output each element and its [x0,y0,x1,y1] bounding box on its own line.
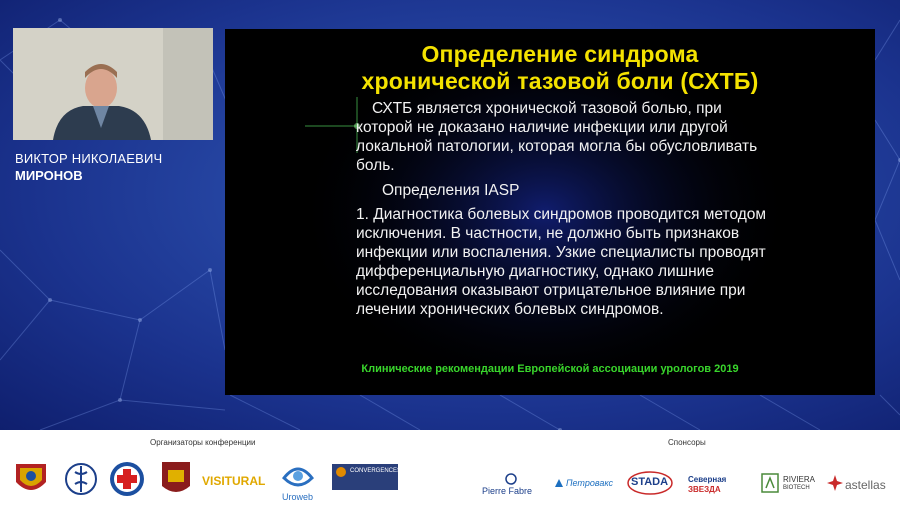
visitural-logo: VISITURAL [202,474,266,488]
convergences-logo [332,464,411,490]
speaker-first-name: ВИКТОР НИКОЛАЕВИЧ [15,151,163,166]
severnaya-logo-line2: ЗВЕЗДА [688,485,721,494]
slide-paragraph-1: СХТБ является хронической тазовой болью, при которой не доказано наличие инфекции или другой локальной патологии, которая могла бы обусловливать боль. [356,100,758,174]
astellas-logo: astellas [845,478,886,492]
speaker-caption [15,150,162,184]
slide-footer-citation: Клинические рекомендации Европейской ассоциации урологов 2019 [361,363,739,375]
slide-definition-1: 1. Диагностика болевых синдромов проводится методом исключения. В частности, не должно быть признаков инфекции или воспаления. Узкие специалисты проводят дифференциальную диагностику, однако лишние исследования оказывают отрицательное влияние при лечении хронических болевых синдромов. [356,206,767,318]
pierre-fabre-logo: Pierre Fabre [482,486,533,496]
uroweb-label: Uroweb [282,492,314,502]
riviera-logo-line1: RIVIERA [783,475,816,484]
conference-footer [0,430,900,508]
petrovax-icon [553,477,565,489]
cross-emblem-logo [108,458,146,500]
university-logo [158,458,194,500]
stada-logo: STADA [631,476,669,488]
astellas-icon [826,474,844,492]
slide-title-line2: хронической тазовой боли (СХТБ) [361,68,759,94]
convergences-label: CONVERGENCES PP [350,468,411,474]
uroweb-logo [278,458,318,492]
speaker-portrait [13,28,213,140]
petrovax-logo: Петровакс [566,478,613,488]
medical-society-logo [64,458,98,500]
convergences-dot [336,467,346,477]
slide-iasp-heading: Определения IASP [382,182,520,199]
severnaya-logo-line1: Северная [688,475,727,484]
sponsors-label: Спонсоры [668,438,706,447]
riviera-icon [760,472,780,494]
slide [225,29,875,395]
pierre-fabre-icon [503,472,519,486]
speaker-last-name: МИРОНОВ [15,168,83,183]
slide-title-line1: Определение синдрома [421,41,699,67]
slide-title [225,41,875,95]
coat-of-arms-logo [10,458,52,500]
slide-body [356,99,776,319]
speaker-video [13,28,213,140]
riviera-logo-line2: BIOTECH [783,485,810,491]
organizers-label: Организаторы конференции [150,438,256,447]
